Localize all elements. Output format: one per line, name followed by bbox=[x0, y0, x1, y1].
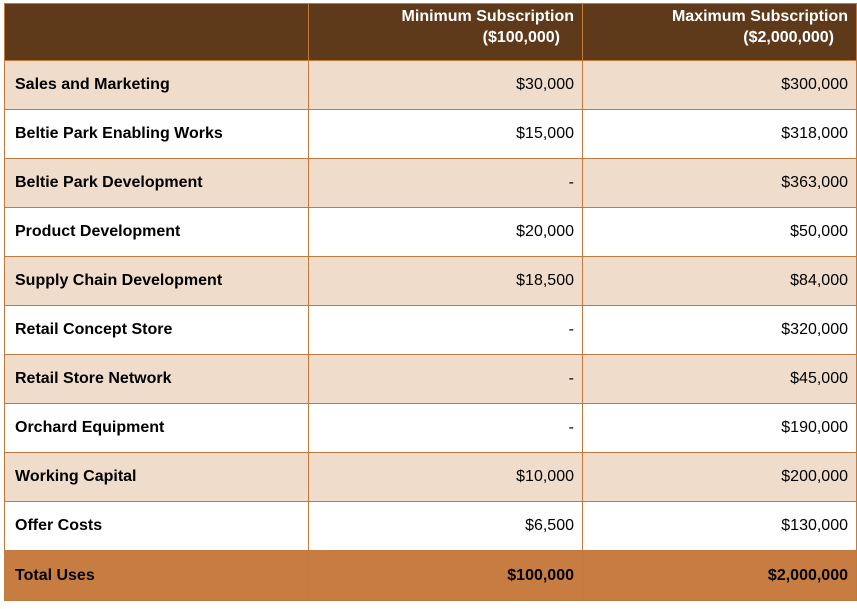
header-max-title: Maximum Subscription bbox=[671, 8, 848, 25]
row-max-value: $320,000 bbox=[583, 306, 857, 355]
row-label: Beltie Park Enabling Works bbox=[5, 110, 309, 159]
row-max-value: $318,000 bbox=[583, 110, 857, 159]
row-max-value: $45,000 bbox=[583, 355, 857, 404]
header-minimum-subscription bbox=[309, 4, 583, 61]
table-row bbox=[5, 110, 857, 159]
row-label: Orchard Equipment bbox=[5, 404, 309, 453]
table-row bbox=[5, 404, 857, 453]
row-label: Retail Store Network bbox=[5, 355, 309, 404]
row-max-value: $50,000 bbox=[583, 208, 857, 257]
row-max-value: $130,000 bbox=[583, 502, 857, 551]
row-max-value: $84,000 bbox=[583, 257, 857, 306]
row-max-value: $190,000 bbox=[583, 404, 857, 453]
header-blank-cell bbox=[5, 4, 309, 61]
row-label: Product Development bbox=[5, 208, 309, 257]
header-min-title: Minimum Subscription bbox=[401, 8, 574, 25]
row-min-value: $18,500 bbox=[309, 257, 583, 306]
row-min-value: - bbox=[309, 159, 583, 208]
row-label: Offer Costs bbox=[5, 502, 309, 551]
table-row bbox=[5, 453, 857, 502]
row-max-value: $200,000 bbox=[583, 453, 857, 502]
table-row bbox=[5, 355, 857, 404]
row-label: Beltie Park Development bbox=[5, 159, 309, 208]
row-min-value: - bbox=[309, 355, 583, 404]
header-maximum-subscription bbox=[583, 4, 857, 61]
header-row bbox=[5, 4, 857, 61]
row-max-value: $300,000 bbox=[583, 61, 857, 110]
header-min-amount: ($100,000) bbox=[482, 29, 560, 46]
total-min-value: $100,000 bbox=[309, 551, 583, 601]
row-label: Supply Chain Development bbox=[5, 257, 309, 306]
table-row bbox=[5, 159, 857, 208]
row-label: Working Capital bbox=[5, 453, 309, 502]
row-max-value: $363,000 bbox=[583, 159, 857, 208]
row-min-value: - bbox=[309, 306, 583, 355]
table-row bbox=[5, 306, 857, 355]
row-label: Retail Concept Store bbox=[5, 306, 309, 355]
uses-of-funds-table bbox=[4, 3, 857, 601]
table-row bbox=[5, 502, 857, 551]
total-row bbox=[5, 551, 857, 601]
row-min-value: $15,000 bbox=[309, 110, 583, 159]
table-row bbox=[5, 257, 857, 306]
row-min-value: $6,500 bbox=[309, 502, 583, 551]
header-max-amount: ($2,000,000) bbox=[743, 29, 834, 46]
row-min-value: $10,000 bbox=[309, 453, 583, 502]
table-row bbox=[5, 61, 857, 110]
table-row bbox=[5, 208, 857, 257]
row-min-value: $20,000 bbox=[309, 208, 583, 257]
row-min-value: - bbox=[309, 404, 583, 453]
total-max-value: $2,000,000 bbox=[583, 551, 857, 601]
row-label: Sales and Marketing bbox=[5, 61, 309, 110]
total-label: Total Uses bbox=[5, 551, 309, 601]
row-min-value: $30,000 bbox=[309, 61, 583, 110]
